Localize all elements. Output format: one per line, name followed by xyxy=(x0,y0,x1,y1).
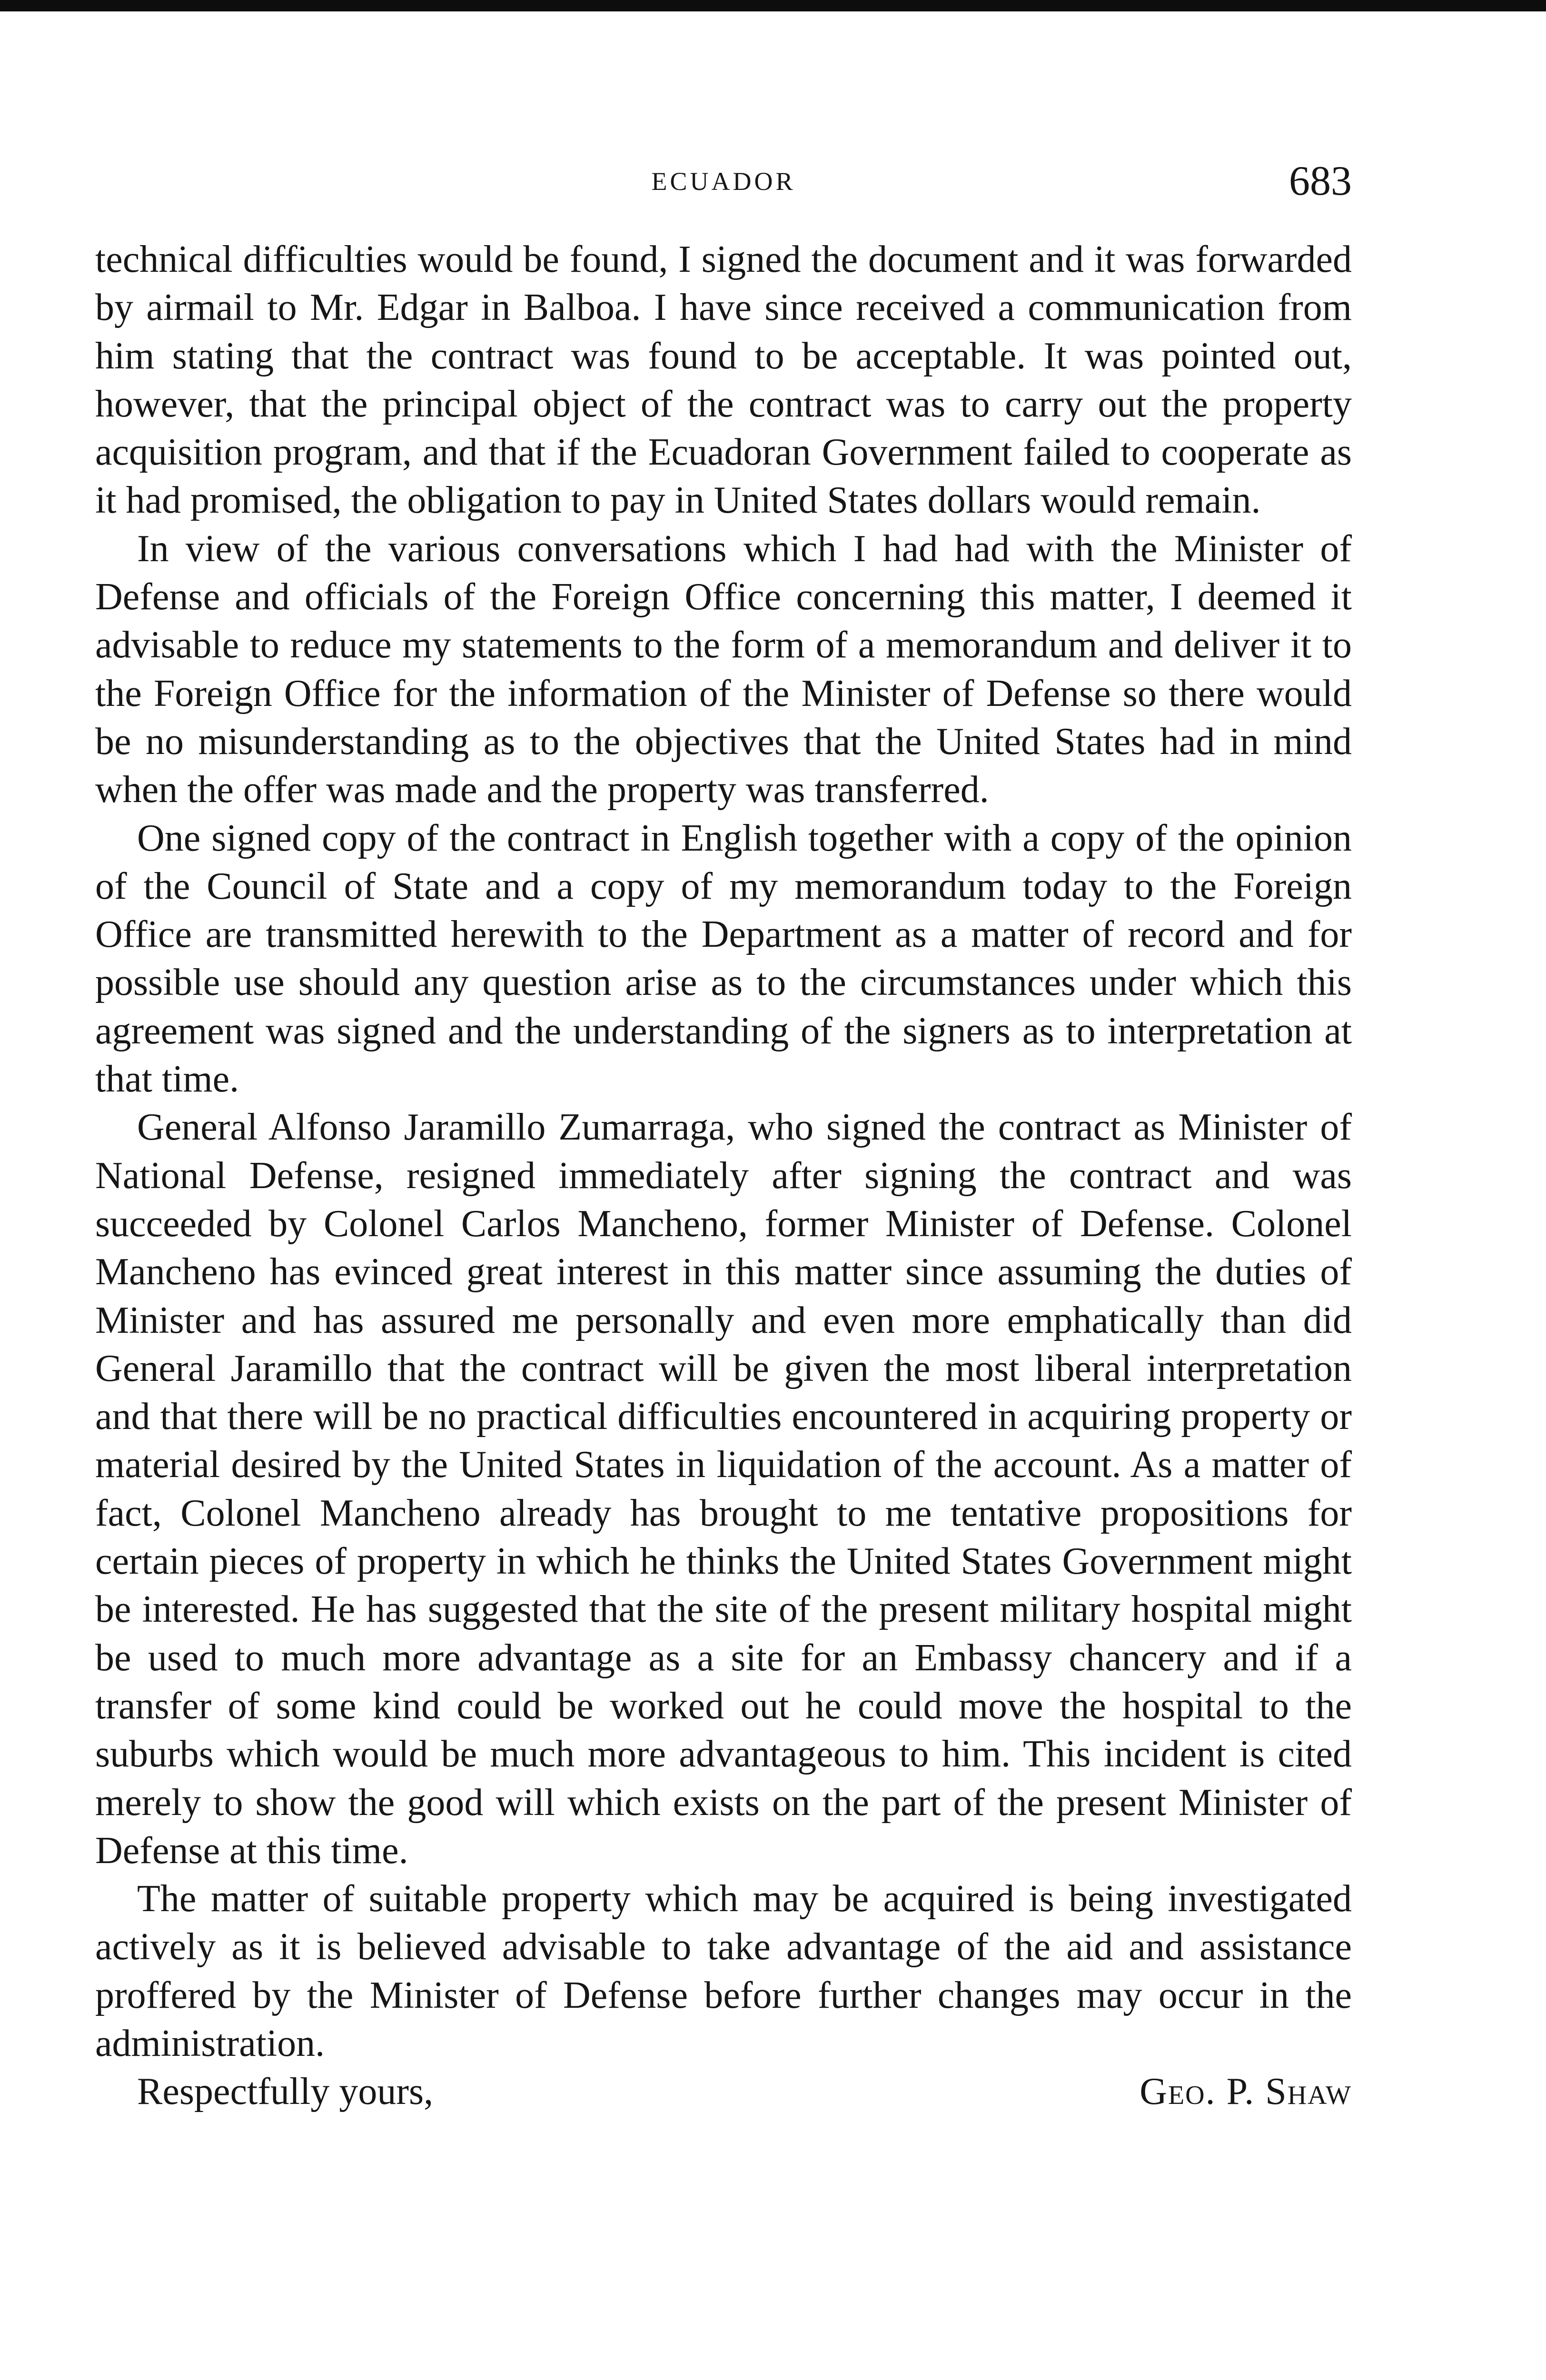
running-head xyxy=(95,157,1352,209)
closing-line xyxy=(95,2068,1352,2116)
paragraph-continuation: technical difficulties would be found, I signed the document and it was forwarded by airmail to Mr. Edgar in Balboa. I have since received a communication from him stating that the contract was found to be acceptable. It was pointed out, however, that the principal object of the contract was to carry out the property acquisition program, and that if the Ecuadoran Government failed to cooperate as it had promised, the obligation to pay in United States dollars would remain. xyxy=(95,238,1352,522)
running-title: ECUADOR xyxy=(651,167,796,196)
paragraph-signed-copy: One signed copy of the contract in English together with a copy of the opinion of the Council of State and a copy of my memorandum today to the Foreign Office are transmitted herewith to the Department as a matter of record and for possible use should any question arise as to the circumstances under which this agreement was signed and the understanding of the signers as to interpretation at that time. xyxy=(95,817,1352,1101)
paragraph-general-jaramillo: General Alfonso Jaramillo Zumarraga, who signed the contract as Minister of National Defense, resigned immediately after signing the contract and was succeeded by Colonel Carlos Mancheno, former Minister of Defense. Colonel Mancheno has evinced great interest in this matter since assuming the duties of Minister and has assured me personally and even more emphatically than did General Jaramillo that the contract will be given the most liberal interpretation and that there will be no practical difficulties encountered in acquiring property or material desired by the United States in liquidation of the account. As a matter of fact, Colonel Mancheno already has brought to me tentative propositions for certain pieces of property in which he thinks the United States Government might be interested. He has suggested that the site of the present military hospital might be used to much more advantage as a site for an Embassy chancery and if a transfer of some kind could be worked out he could move the hospital to the suburbs which would be much more advantageous to him. This incident is cited merely to show the good will which exists on the part of the present Minister of Defense at this time. xyxy=(95,1106,1352,1872)
top-border-rule xyxy=(0,0,1546,11)
signature: Geo. P. Shaw xyxy=(1140,2071,1352,2113)
closing-salutation: Respectfully yours, xyxy=(137,2071,434,2113)
paragraph-conversations: In view of the various conversations which I had had with the Minister of Defense and officials of the Foreign Office concerning this matter, I deemed it advisable to reduce my statements to the form of a memorandum and deliver it to the Foreign Office for the information of the Minister of Defense so there would be no misunderstanding as to the objectives that the United States had in mind when the offer was made and the property was transferred. xyxy=(95,527,1352,811)
body-text xyxy=(95,236,1352,2116)
paragraph-suitable-property: The matter of suitable property which may be acquired is being investigated actively as it is believed advisable to take advantage of the aid and assistance proffered by the Minister of Defense before further changes may occur in the administration. xyxy=(95,1878,1352,2064)
page-number: 683 xyxy=(1289,158,1352,204)
